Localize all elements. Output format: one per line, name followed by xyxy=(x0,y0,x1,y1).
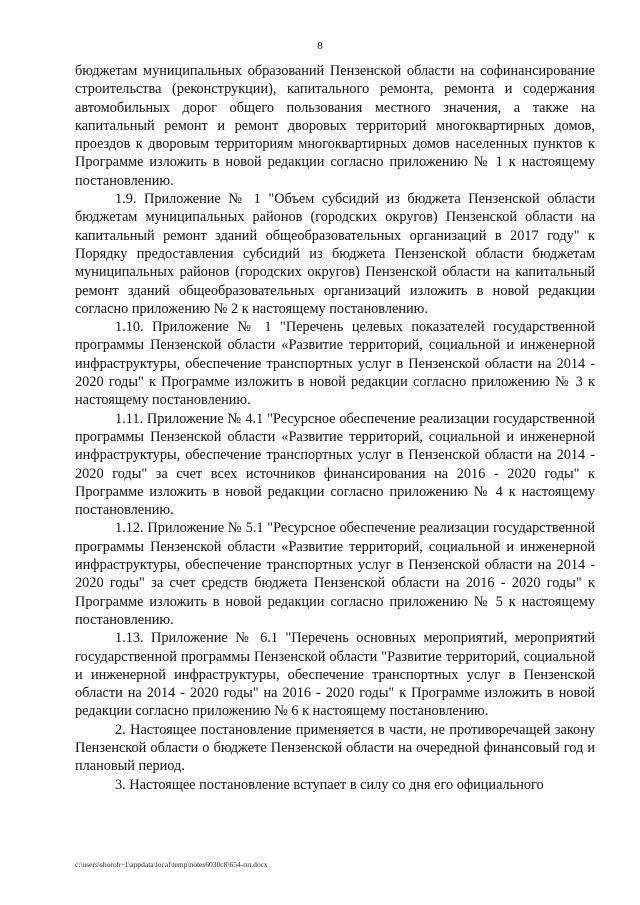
page-number: 8 xyxy=(317,40,323,52)
document-body xyxy=(75,62,595,794)
footer-file-path: c:\users\shoroh~1\appdata\local\temp\notes6030c8\654-пп.docx xyxy=(75,860,268,869)
paragraph-3: 3. Настоящее постановление вступает в силу со дня его официального xyxy=(115,776,544,793)
paragraph-2: 2. Настоящее постановление применяется в части, не противоречащей закону Пензенской области о бюджете Пензенской области на очередной финансовый год и плановый период. xyxy=(75,721,595,775)
paragraph-1-10: 1.10. Приложение № 1 "Перечень целевых показателей государственной программы Пензенской области «Развитие территорий, социальной и инженерной инфраструктуры, обеспечение транспортных услуг в Пензенской области на 2014 - 2020 годы" к Программе изложить в новой редакции согласно приложению № 3 к настоящему постановлению. xyxy=(75,319,595,409)
paragraph-1-13: 1.13. Приложение № 6.1 "Перечень основных мероприятий, мероприятий государственной программы Пензенской области "Развитие территорий, социальной и инженерной инфраструктуры, обеспечение транспортных услуг в Пензенской области на 2014 - 2020 годы" на 2016 - 2020 годы" к Программе изложить в новой редакции согласно приложению № 6 к настоящему постановлению. xyxy=(75,630,595,720)
paragraph-1-12: 1.12. Приложение № 5.1 "Ресурсное обеспечение реализации государственной программы Пензенской области «Развитие территорий, социальной и инженерной инфраструктуры, обеспечение транспортных услуг в Пензенской области на 2014 - 2020 годы" за счет средств бюджета Пензенской области на 2016 - 2020 годы" к Программе изложить в новой редакции согласно приложению № 5 к настоящему постановлению. xyxy=(75,520,595,628)
paragraph-1-9: 1.9. Приложение № 1 "Объем субсидий из бюджета Пензенской области бюджетам муниципальных районов (городских округов) Пензенской области на капитальный ремонт зданий общеобразовательных организаций в 2017 году" к Порядку предоставления субсидий из бюджета Пензенской области бюджетам муниципальных районов (городских округов) Пензенской области на капитальный ремонт зданий общеобразовательных организаций изложить в новой редакции согласно приложению № 2 к настоящему постановлению. xyxy=(75,191,595,317)
paragraph-1-8-continuation: бюджетам муниципальных образований Пензенской области на софинансирование строительства (реконструкции), капитального ремонта, ремонта и содержания автомобильных дорог общего пользования местного значения, а также на капитальный ремонт и ремонт дворовых территорий многоквартирных домов, проездов к дворовым территориям многоквартирных домов населенных пунктов к Программе изложить в новой редакции согласно приложению № 1 к настоящему постановлению. xyxy=(75,63,595,189)
paragraph-1-11: 1.11. Приложение № 4.1 "Ресурсное обеспечение реализации государственной программы Пензенской области «Развитие территорий, социальной и инженерной инфраструктуры, обеспечение транспортных услуг в Пензенской области на 2014 - 2020 годы" за счет всех источников финансирования на 2016 - 2020 годы" к Программе изложить в новой редакции согласно приложению № 4 к настоящему постановлению. xyxy=(75,410,595,519)
